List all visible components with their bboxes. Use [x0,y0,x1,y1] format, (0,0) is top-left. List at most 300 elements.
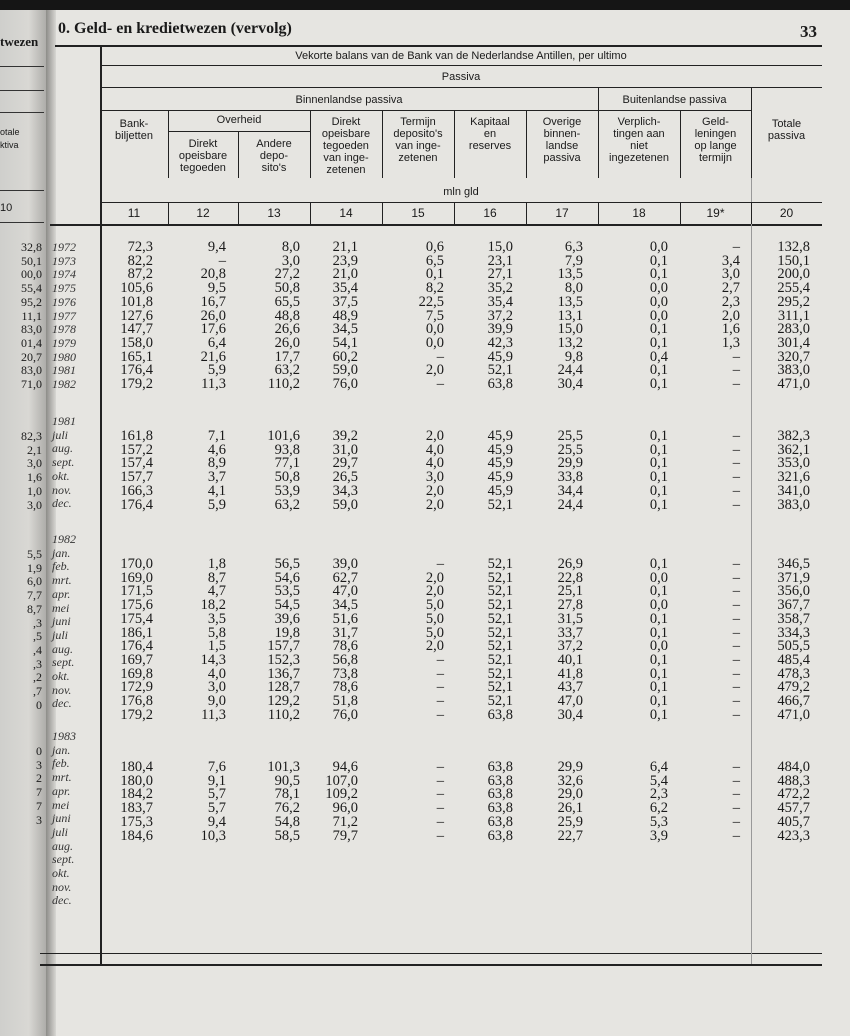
facing-page-number: ,4 [33,642,42,657]
table-cell: 43,7 [557,679,583,696]
table-cell: 2,0 [425,362,444,379]
table-cell: 371,9 [777,569,810,586]
table-cell: – [732,624,740,641]
table-cell: 20,8 [200,266,226,283]
table-cell: 72,3 [127,239,153,255]
facing-page-heading: twezen [0,34,39,49]
table-cell: 362,1 [777,441,810,458]
table-cell: 63,8 [487,759,513,775]
table-cell: 26,0 [274,334,300,351]
table-cell: 283,0 [777,321,810,338]
table-cell: 94,6 [332,759,358,775]
rule [598,202,599,224]
table-cell: 25,5 [557,441,583,458]
table-cell: 0,0 [649,280,668,297]
table-cell: 13,5 [557,293,583,310]
table-cell: – [732,455,740,472]
table-cell: 82,2 [127,252,153,269]
table-cell: – [732,759,740,775]
table-cell: 0,0 [649,307,668,324]
table-cell: 21,6 [200,348,226,365]
column-number: 13 [267,206,281,220]
table-cell: 488,3 [777,772,810,789]
table-cell: 2,7 [721,280,740,297]
facing-page-number: 3 [36,812,42,827]
table-cell: 5,7 [207,800,226,817]
table-cell: 2,0 [721,307,740,324]
table-cell: 0,1 [649,469,668,486]
table-cell: 22,7 [557,827,583,844]
table-cell: 26,9 [557,556,583,572]
table-cell: 24,4 [557,496,583,513]
table-cell: 2,0 [425,583,444,600]
column-number: 12 [196,206,210,220]
table-cell: – [436,679,444,696]
facing-label: otale [0,127,20,137]
table-cell: 169,0 [120,569,153,586]
table-cell: 63,2 [274,362,300,379]
table-cell: 52,1 [487,665,513,682]
table-cell: 0,1 [649,665,668,682]
table-cell: 9,0 [207,693,226,709]
table-cell: 11,3 [201,376,226,392]
table-cell: – [732,786,740,803]
rule [40,953,822,954]
facing-page-number: ,3 [33,656,42,671]
table-cell: 37,2 [557,638,583,655]
facing-col-number: 10 [0,202,13,214]
table-cell: 8,0 [281,239,300,255]
table-cell: 0,0 [649,293,668,310]
table-cell: 3,5 [207,610,226,627]
row-label: sept. [52,655,75,670]
table-cell: 4,1 [207,482,226,499]
table-cell: 9,5 [207,280,226,297]
divider [0,190,44,191]
table-cell: 22,8 [557,569,583,586]
table-cell: 0,0 [425,334,444,351]
table-cell: 34,3 [332,482,358,499]
rule [100,202,822,203]
table-cell: 176,4 [120,638,153,655]
column-number: 14 [339,206,353,220]
table-cell: 7,6 [207,759,226,775]
table-title: Vekorte balans van de Bank van de Nederlandse Antillen, per ultimo [295,50,627,62]
group-government: Overheid [216,114,262,126]
facing-page-number: 0 [36,697,42,712]
column-number: 17 [555,206,569,220]
table-cell: – [436,772,444,789]
table-cell: 45,9 [487,455,513,472]
facing-page-number: 71,0 [21,377,42,391]
facing-page-number: ,7 [33,684,42,698]
table-cell: – [732,772,740,789]
table-cell: 56,5 [274,556,300,572]
table-cell: 109,2 [325,786,358,803]
table-cell: 7,5 [425,307,444,324]
table-cell: 37,2 [487,307,513,324]
row-label: 1972 [52,240,76,254]
table-cell: 9,4 [207,813,226,830]
table-cell: 18,2 [200,597,226,614]
page-heading: 0. Geld- en kredietwezen (vervolg) [58,20,292,37]
facing-page-number: 1,6 [27,470,42,485]
table-cell: 50,8 [274,469,300,486]
facing-page-number: 20,7 [21,349,42,364]
table-cell: 52,1 [487,638,513,655]
table-cell: – [732,679,740,696]
row-label: aug. [52,641,73,656]
table-cell: 0,1 [649,624,668,641]
table-cell: 478,3 [777,665,810,682]
table-cell: 62,7 [332,569,358,586]
table-cell: 13,2 [557,334,583,351]
row-label: aug. [52,441,73,456]
table-cell: 76,0 [332,706,358,723]
table-cell: 320,7 [777,348,810,365]
table-cell: 53,9 [274,482,300,499]
table-cell: 179,2 [120,376,153,392]
facing-page-number: ,2 [33,670,42,685]
column-number: 19* [706,206,725,220]
table-cell: 27,1 [487,266,513,283]
table-cell: 472,2 [777,786,810,803]
table-cell: 101,6 [267,428,300,444]
table-cell: – [732,569,740,586]
facing-page-number: 3,0 [27,456,42,471]
table-cell: 356,0 [777,583,810,600]
page-number: 33 [800,22,817,41]
table-cell: – [732,428,740,444]
table-cell: 63,8 [487,786,513,803]
table-cell: 17,6 [200,321,226,338]
table-cell: 0,1 [649,583,668,600]
group-foreign-liabilities: Buitenlandse passiva [622,94,727,106]
table-cell: 358,7 [777,610,810,627]
table-cell: 184,2 [120,786,153,803]
divider [0,112,44,113]
row-label: apr. [52,783,71,798]
table-cell: 26,0 [200,307,226,324]
table-cell: 65,5 [274,293,300,310]
row-label: dec. [52,496,72,511]
facing-page-number: ,5 [33,629,42,644]
facing-page-number: 01,4 [21,335,42,350]
facing-page-number: 11,1 [21,308,42,323]
column-number: 15 [411,206,425,220]
table-cell: 0,0 [649,638,668,655]
header-gov-other-deposits: Andere depo- sito's [256,138,292,174]
table-cell: 52,1 [487,556,513,572]
table-cell: 255,4 [777,280,810,297]
table-cell: 334,3 [777,624,810,641]
table-cell: – [732,813,740,830]
table-cell: 26,5 [332,469,358,486]
table-cell: 183,7 [120,800,153,817]
table-cell: 4,0 [207,665,226,682]
row-label: feb. [52,559,70,574]
table-cell: 479,2 [777,679,810,696]
table-cell: 5,4 [649,772,668,789]
header-resident-demand-deposits: Direkt opeisbare tegoeden van inge- zetenen [321,116,371,176]
rule [168,131,310,132]
table-cell: 176,4 [120,496,153,513]
table-cell: 11,3 [201,706,226,723]
table-cell: 175,6 [120,597,153,614]
row-label: 1981 [52,363,76,378]
table-cell: – [732,376,740,392]
table-cell: 52,1 [487,597,513,614]
table-cell: 16,7 [200,293,226,310]
table-cell: 180,0 [120,772,153,789]
facing-page-number: 3 [36,757,42,772]
row-label: nov. [52,879,72,894]
table-cell: 31,7 [332,624,358,641]
table-cell: 63,8 [487,772,513,789]
table-cell: 107,0 [325,772,358,789]
table-cell: 59,0 [332,362,358,379]
table-cell: 63,8 [487,800,513,817]
table-cell: 8,2 [425,280,444,297]
table-cell: 3,9 [649,827,668,844]
table-cell: 157,4 [120,455,153,472]
table-cell: 39,2 [332,428,358,444]
table-cell: 13,5 [557,266,583,283]
row-label: mei [52,797,70,812]
rule [310,202,311,224]
row-label: juli [52,824,69,839]
table-cell: 0,1 [649,441,668,458]
table-cell: 0,1 [649,252,668,269]
table-cell: 52,1 [487,693,513,709]
table-cell: – [436,651,444,668]
table-cell: 367,7 [777,597,810,614]
table-cell: 6,4 [207,334,226,351]
table-cell: 54,1 [332,334,358,351]
table-cell: – [436,556,444,572]
table-cell: 484,0 [777,759,810,775]
table-cell: 26,1 [557,800,583,817]
table-cell: 172,9 [120,679,153,696]
column-number: 18 [632,206,646,220]
table-cell: 63,8 [487,706,513,723]
table-cell: – [732,441,740,458]
table-cell: 35,4 [487,293,513,310]
row-label: feb. [52,756,70,771]
facing-page-number: 95,2 [21,294,42,309]
table-cell: – [732,665,740,682]
table-cell: 169,8 [120,665,153,682]
table-cell: 54,6 [274,569,300,586]
table-cell: 73,8 [332,665,358,682]
table-cell: 51,6 [332,610,358,627]
table-cell: 353,0 [777,455,810,472]
facing-page-number: 00,0 [21,267,42,282]
section-label: Passiva [441,71,481,83]
facing-page-number: 1,9 [27,560,42,575]
table-cell: 25,1 [557,583,583,600]
row-label: okt. [52,468,70,483]
table-cell: 0,1 [649,428,668,444]
table-cell: – [732,348,740,365]
table-cell: 21,0 [332,266,358,283]
table-cell: 37,5 [332,293,358,310]
table-cell: 90,5 [274,772,300,789]
table-cell: 2,3 [721,293,740,310]
table-cell: 9,1 [207,772,226,789]
table-cell: 157,2 [120,441,153,458]
row-label: juli [52,427,69,442]
table-cell: 136,7 [267,665,300,682]
table-cell: 176,8 [120,693,153,709]
table-cell: 0,6 [425,239,444,255]
table-cell: 3,4 [721,252,740,269]
table-cell: 6,4 [649,759,668,775]
table-cell: 1,6 [721,321,740,338]
table-cell: 63,2 [274,496,300,513]
rule [55,45,822,47]
row-label: juni [52,614,71,629]
row-label: 1976 [52,294,76,309]
table-cell: 76,0 [332,376,358,392]
table-cell: 78,6 [332,679,358,696]
rule [382,202,383,224]
row-label: okt. [52,669,70,683]
table-cell: 35,2 [487,280,513,297]
table-cell: 45,9 [487,428,513,444]
row-label: nov. [52,682,72,697]
table-cell: 4,0 [425,441,444,458]
table-cell: 3,0 [207,679,226,696]
table-cell: – [732,496,740,513]
table-cell: 383,0 [777,496,810,513]
table-cell: – [732,239,740,255]
table-cell: 1,5 [207,638,226,655]
table-cell: 2,0 [425,569,444,586]
table-cell: 405,7 [777,813,810,830]
table-cell: 158,0 [120,334,153,351]
row-label: 1982 [52,377,76,391]
divider [0,90,44,91]
table-cell: 45,9 [487,348,513,365]
table-cell: 383,0 [777,362,810,379]
table-cell: 301,4 [777,334,810,351]
table-cell: 41,8 [557,665,583,682]
table-cell: 52,1 [487,651,513,668]
table-cell: 50,8 [274,280,300,297]
table-cell: 54,5 [274,597,300,614]
table-cell: – [732,651,740,668]
table-cell: 0,1 [649,482,668,499]
table-left-border [100,46,102,964]
facing-page-number: 7 [36,785,42,800]
table-cell: 161,8 [120,428,153,444]
table-cell: 150,1 [777,252,810,269]
table-cell: 3,0 [721,266,740,283]
table-cell: 71,2 [332,813,358,830]
table-cell: 2,3 [649,786,668,803]
table-cell: 23,9 [332,252,358,269]
table-cell: – [732,706,740,723]
table-cell: 26,6 [274,321,300,338]
table-cell: 29,9 [557,455,583,472]
column-number: 11 [127,206,141,220]
table-cell: 47,0 [332,583,358,600]
rule [40,964,822,966]
table-cell: 0,1 [649,679,668,696]
table-cell: 63,8 [487,376,513,392]
row-label: juni [52,811,71,826]
table-cell: – [732,469,740,486]
rule [238,202,239,224]
table-cell: 382,3 [777,428,810,444]
facing-page-number: ,3 [33,615,42,630]
table-cell: 25,5 [557,428,583,444]
table-cell: – [436,827,444,844]
table-cell: 48,8 [274,307,300,324]
row-label: mrt. [52,573,72,588]
table-cell: 166,3 [120,482,153,499]
table-cell: 165,1 [120,348,153,365]
rule [50,224,822,226]
table-cell: 96,0 [332,800,358,817]
header-other-domestic-liabilities: Overige binnen- landse passiva [542,116,582,164]
table-cell: 77,1 [274,455,300,472]
header-total-liabilities: Totale passiva [767,118,806,142]
row-label: apr. [52,586,71,601]
header-long-term-loans: Geld- leningen op lange termijn [694,116,737,164]
facing-page-number: 55,4 [21,281,42,296]
row-label: mrt. [52,770,72,785]
table-cell: – [218,252,226,269]
row-label: 1978 [52,322,76,337]
header-capital-reserves: Kapitaal en reserves [468,116,512,152]
table-cell: 31,0 [332,441,358,458]
table-cell: 51,8 [332,693,358,709]
table-cell: 0,1 [649,321,668,338]
table-cell: 101,8 [120,293,153,310]
table-cell: 30,4 [557,376,583,392]
facing-page-number: 83,0 [21,322,42,337]
table-cell: 23,1 [487,252,513,269]
table-cell: 6,2 [649,800,668,817]
row-label: 1979 [52,335,76,350]
row-label: dec. [52,893,72,908]
header-bank-notes: Bank- biljetten [115,118,153,142]
column-number: 20 [779,206,794,220]
table-cell: 4,0 [425,455,444,472]
table-cell: 341,0 [777,482,810,499]
table-cell: 2,0 [425,428,444,444]
table-cell: 0,1 [649,362,668,379]
table-cell: – [436,786,444,803]
table-cell: 52,1 [487,569,513,586]
table-cell: 5,8 [207,624,226,641]
table-cell: 58,5 [274,827,300,844]
table-cell: 0,1 [649,706,668,723]
table-cell: – [436,693,444,709]
table-cell: – [436,665,444,682]
table-cell: – [732,800,740,817]
table-cell: 5,0 [425,597,444,614]
table-cell: 79,7 [332,827,358,844]
table-cell: 53,5 [274,583,300,600]
table-cell: 9,4 [207,239,226,255]
table-cell: 33,7 [557,624,583,641]
table-cell: – [732,827,740,844]
table-cell: 10,3 [200,827,226,844]
facing-page-number: 0 [36,744,42,758]
